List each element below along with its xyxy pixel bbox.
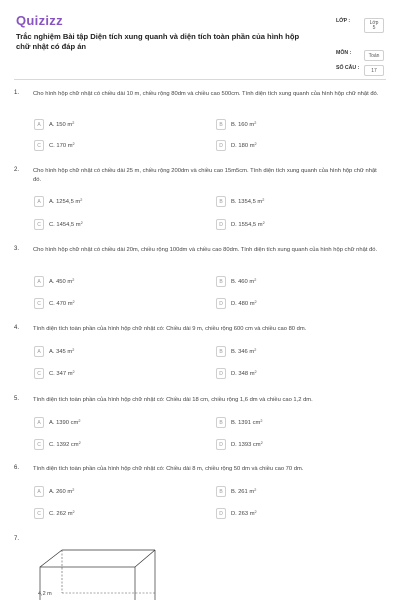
option-letter: C [34,368,44,379]
question-number: 7. [14,536,20,542]
option-text: B. 1354,5 $m^2$ [231,197,265,205]
option-a[interactable] [34,275,74,288]
option-letter: B [216,276,226,287]
option-letter: D [216,298,226,309]
option-text: D. 263 $m^2$ [231,509,257,517]
option-text: D. 348 $m^2$ [231,369,257,377]
option-a[interactable] [34,416,80,429]
option-text: B. 346 $m^2$ [231,347,257,355]
option-a[interactable] [34,485,74,498]
option-text: B. 1391 $cm^2$ [231,418,263,426]
question-number: 4. [14,325,20,331]
option-text: C. 262 $m^2$ [49,509,75,517]
option-letter: A [34,196,44,207]
option-letter: D [216,439,226,450]
option-d[interactable] [216,438,263,451]
option-text: D. 1393 $cm^2$ [231,440,263,448]
option-text: D. 180 $m^2$ [231,141,257,149]
question-number: 5. [14,396,20,402]
worksheet-header [14,10,386,80]
option-text: C. 470 $m^2$ [49,299,75,307]
option-text: A. 150 $m^2$ [49,120,75,128]
option-text: C. 1454,5 $m^2$ [49,220,83,228]
option-text: D. 480 $m^2$ [231,299,257,307]
option-c[interactable] [34,218,83,231]
option-letter: C [34,140,44,151]
option-c[interactable] [34,507,75,520]
question-count-value: 17 [364,65,384,76]
option-text: D. 1554,5 $m^2$ [231,220,265,228]
option-c[interactable] [34,438,81,451]
option-b[interactable] [216,275,256,288]
option-a[interactable] [34,345,74,358]
figure-dimension-label: 4,2 m [38,591,52,597]
question-text: Cho hình hộp chữ nhật có chiều dài 20m, chiều rộng 100dm và chiều cao 80dm. Tính diện tích xung quanh của hình hộp chữ nhật đó. [33,247,378,253]
option-b[interactable] [216,345,256,358]
option-a[interactable] [34,118,74,131]
option-letter: C [34,298,44,309]
option-d[interactable] [216,507,257,520]
option-c[interactable] [34,297,75,310]
option-a[interactable] [34,195,82,208]
option-letter: B [216,486,226,497]
option-letter: A [34,276,44,287]
question-count-label: SỐ CÂU : [336,65,360,71]
option-text: A. 1390 $cm^2$ [49,418,81,426]
option-letter: A [34,417,44,428]
subject-value: Toán [364,50,384,61]
question-text: Cho hình hộp chữ nhật có chiều dài 25 m, chiều rộng 200dm và chiều cao 15m5cm. Tính diện tích xung quanh của hình hộp chữ nhật đó. [33,168,377,183]
option-letter: C [34,439,44,450]
option-b[interactable] [216,416,262,429]
question-number: 3. [14,246,20,252]
quizizz-logo: Quizizz [16,13,63,28]
option-text: A. 260 $m^2$ [49,487,75,495]
question-text: Cho hình hộp chữ nhật có chiều dài 10 m, chiều rộng 80dm và chiều cao 500cm. Tính diện tích xung quanh của hình hộp chữ nhật đó. [33,91,379,97]
option-letter: D [216,368,226,379]
page-title: Trắc nghiệm Bài tập Diện tích xung quanh và diện tích toàn phần của hình hộp chữ nhật có đáp án [16,32,300,51]
question-number: 2. [14,167,20,173]
option-letter: B [216,346,226,357]
question-number: 1. [14,90,20,96]
grade-label: LỚP : [336,18,351,24]
option-text: C. 1392 $cm^2$ [49,440,81,448]
option-c[interactable] [34,139,75,152]
option-letter: D [216,140,226,151]
box-edge-top-left [40,550,62,567]
option-text: A. 1254,5 $m^2$ [49,197,83,205]
option-d[interactable] [216,367,257,380]
option-d[interactable] [216,218,265,231]
option-text: C. 347 $m^2$ [49,369,75,377]
option-d[interactable] [216,297,257,310]
option-letter: A [34,119,44,130]
option-letter: C [34,219,44,230]
question-number: 6. [14,465,20,471]
option-letter: C [34,508,44,519]
question-text: Tính diện tích toàn phần của hình hộp chữ nhật có: Chiều dài 18 cm, chiều rộng 1,6 dm và chiều cao 1,2 dm. [33,397,313,403]
option-text: A. 450 $m^2$ [49,277,75,285]
option-text: C. 170 $m^2$ [49,141,75,149]
option-text: B. 160 $m^2$ [231,120,257,128]
option-b[interactable] [216,485,256,498]
option-letter: D [216,219,226,230]
question-text: Tính diện tích toàn phần của hình hộp chữ nhật có: Chiều dài 8 m, chiều rộng 50 dm và chiều cao 70 dm. [33,466,304,472]
subject-label: MÔN : [336,50,352,56]
option-letter: B [216,417,226,428]
option-d[interactable] [216,139,257,152]
option-letter: B [216,119,226,130]
option-text: A. 345 $m^2$ [49,347,75,355]
option-letter: B [216,196,226,207]
option-letter: D [216,508,226,519]
box-front-face [40,567,135,600]
option-b[interactable] [216,118,256,131]
question-text: Tính diện tích toàn phần của hình hộp chữ nhật có: Chiều dài 9 m, chiều rộng 600 cm và chiều cao 80 dm. [33,326,307,332]
grade-value: Lớp 5 [364,18,384,33]
box-edge-top-right [135,550,155,567]
option-text: B. 460 $m^2$ [231,277,257,285]
option-letter: A [34,346,44,357]
option-b[interactable] [216,195,264,208]
option-text: B. 261 $m^2$ [231,487,257,495]
option-letter: A [34,486,44,497]
option-c[interactable] [34,367,75,380]
